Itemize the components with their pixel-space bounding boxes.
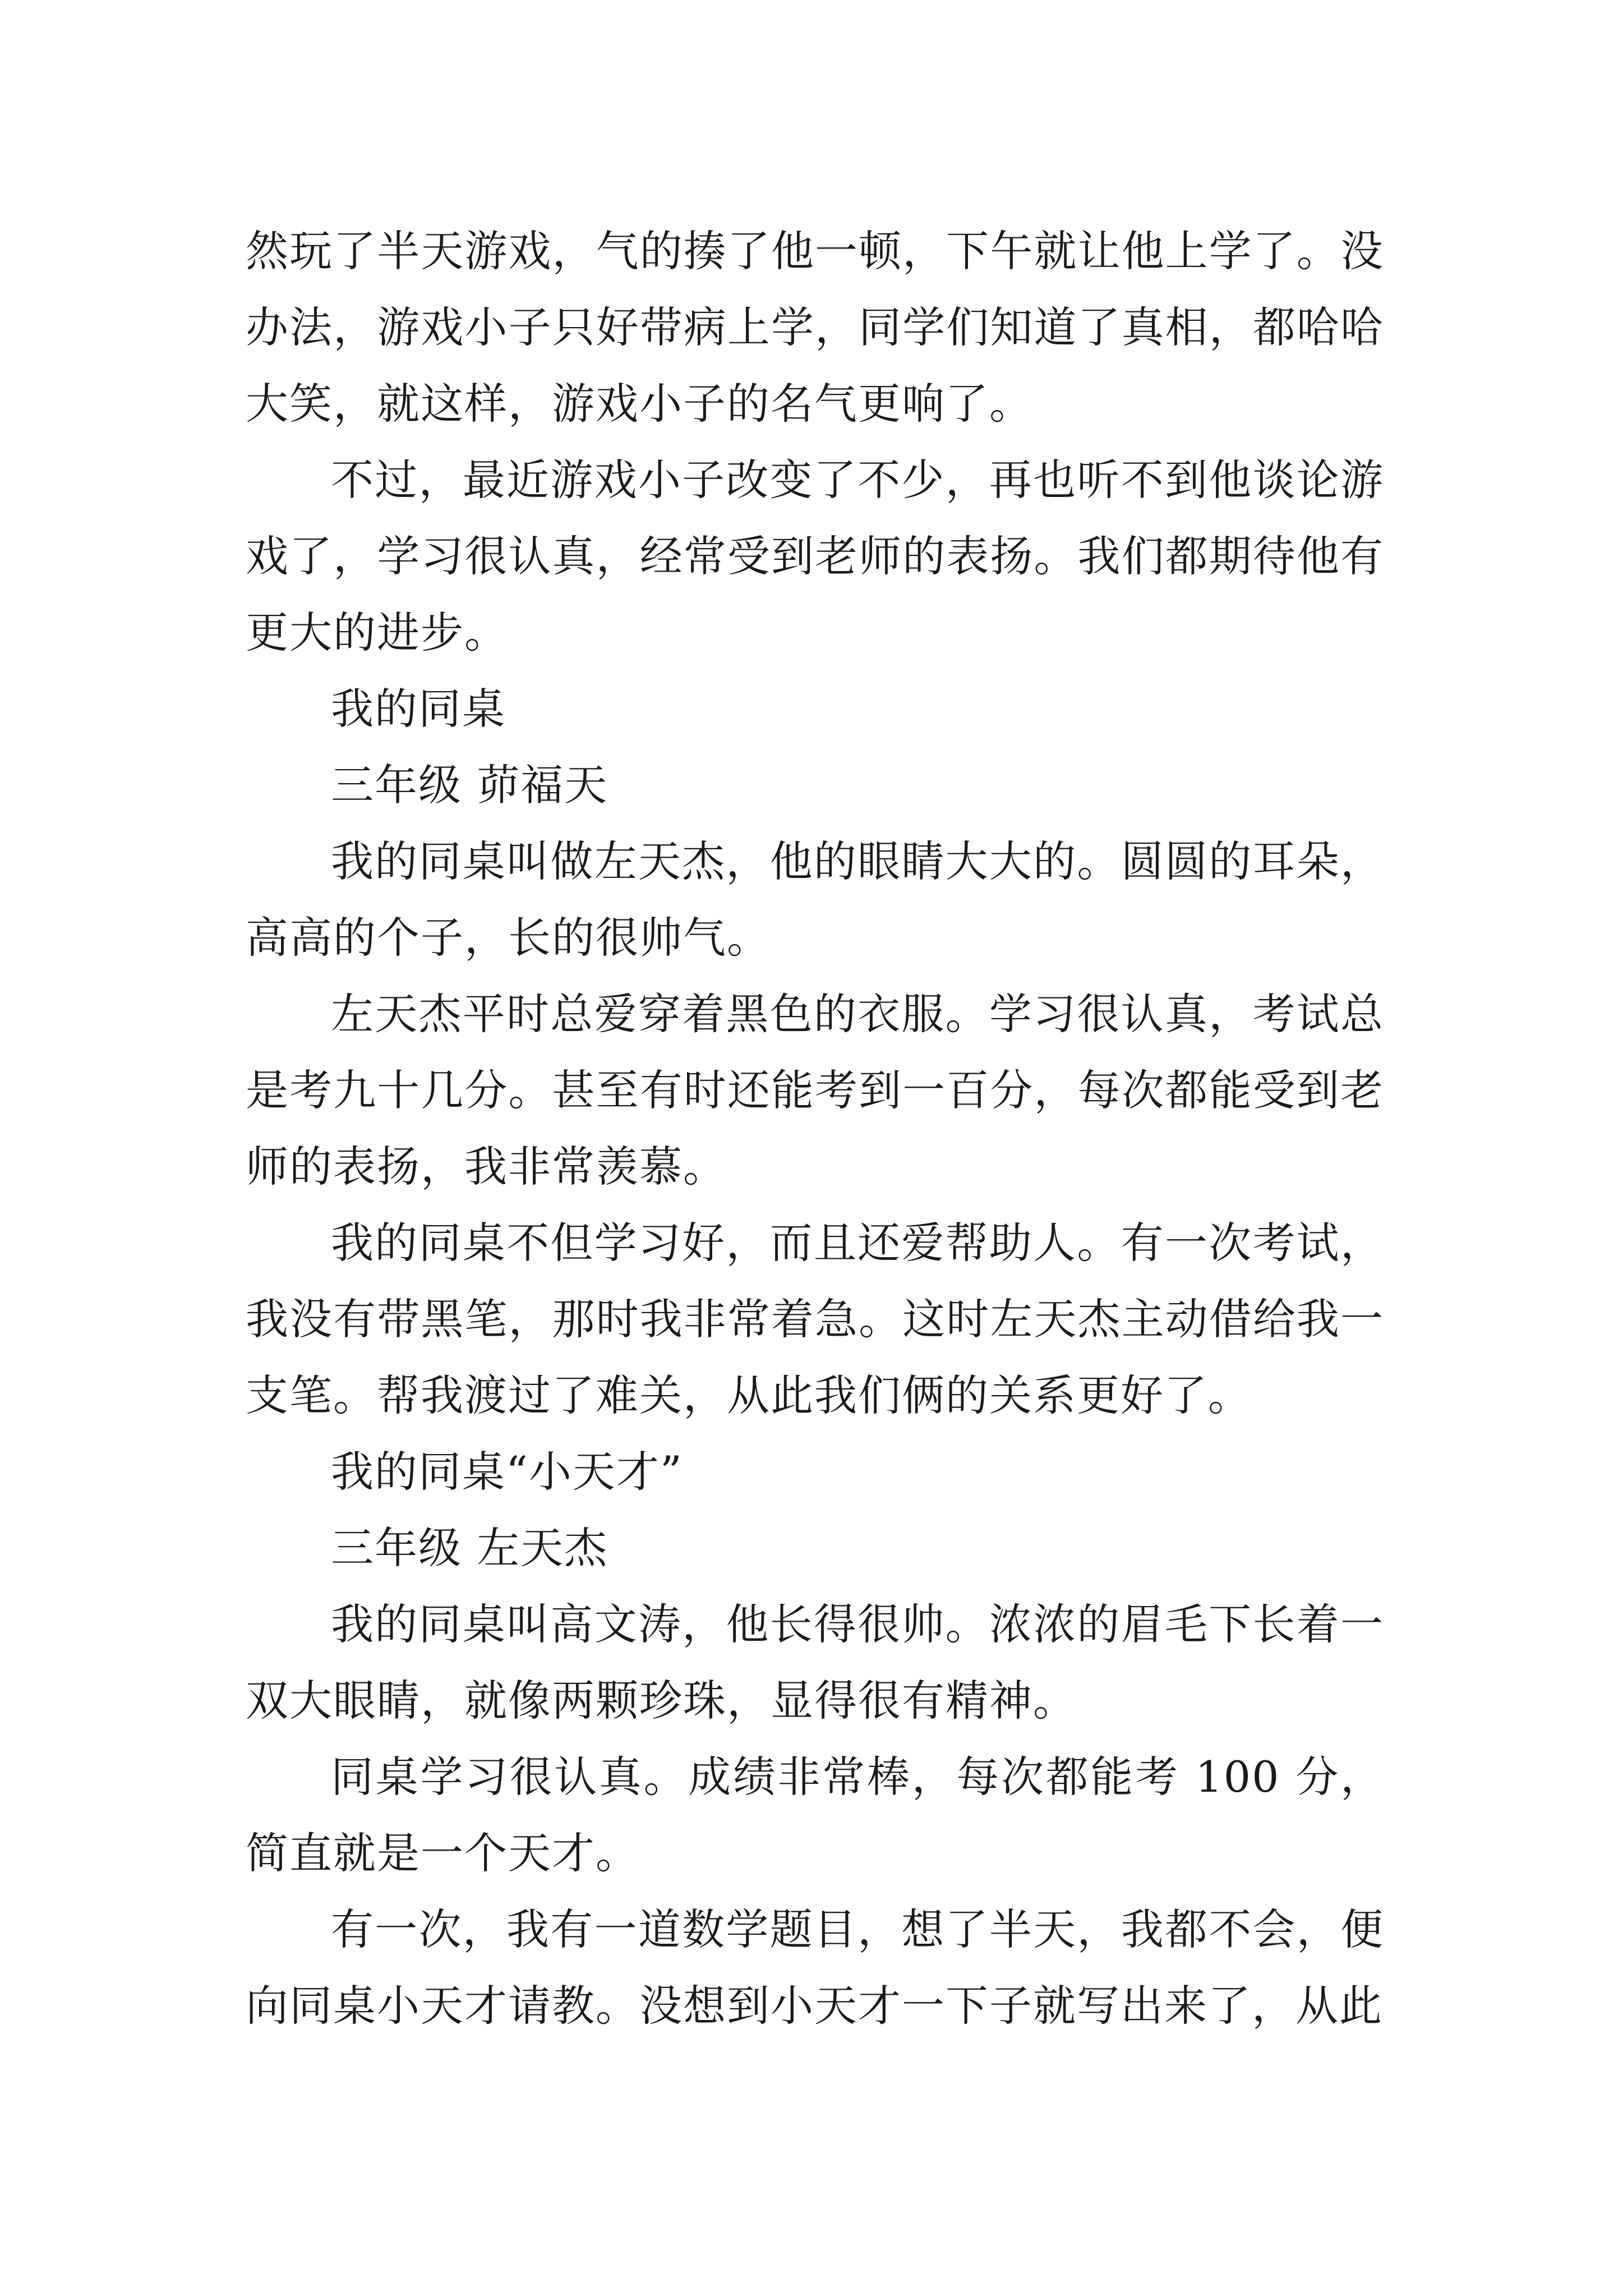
paragraph: 有一次，我有一道数学题目，想了半天，我都不会，便向同桌小天才请教。没想到小天才一下子就写出来了，从此: [246, 1904, 1384, 2031]
paragraph: 不过，最近游戏小子改变了不少，再也听不到他谈论游戏了，学习很认真，经常受到老师的表扬。我们都期待他有更大的进步。: [246, 455, 1384, 657]
essay-title: 我的同桌“小天才”: [331, 1447, 683, 1497]
essay-author: 三年级 茆福天: [331, 760, 608, 810]
paragraph: 我的同桌叫做左天杰，他的眼睛大大的。圆圆的耳朵，高高的个子，长的很帅气。: [246, 836, 1384, 963]
paragraph: 同桌学习很认真。成绩非常棒，每次都能考 100 分，简直就是一个天才。: [246, 1752, 1384, 1878]
essay-author: 三年级 左天杰: [331, 1523, 608, 1573]
document-body: [246, 213, 1384, 2044]
essay-title: 我的同桌: [331, 684, 506, 734]
paragraph: 然玩了半天游戏，气的揍了他一顿，下午就让他上学了。没办法，游戏小子只好带病上学，同学们知道了真相，都哈哈大笑，就这样，游戏小子的名气更响了。: [246, 226, 1384, 429]
paragraph: 我的同桌叫高文涛，他长得很帅。浓浓的眉毛下长着一双大眼睛，就像两颗珍珠，显得很有精神。: [246, 1599, 1384, 1726]
paragraph: 左天杰平时总爱穿着黑色的衣服。学习很认真，考试总是考九十几分。甚至有时还能考到一百分，每次都能受到老师的表扬，我非常羡慕。: [246, 989, 1384, 1191]
paragraph: 我的同桌不但学习好，而且还爱帮助人。有一次考试，我没有带黑笔，那时我非常着急。这时左天杰主动借给我一支笔。帮我渡过了难关，从此我们俩的关系更好了。: [246, 1218, 1384, 1420]
